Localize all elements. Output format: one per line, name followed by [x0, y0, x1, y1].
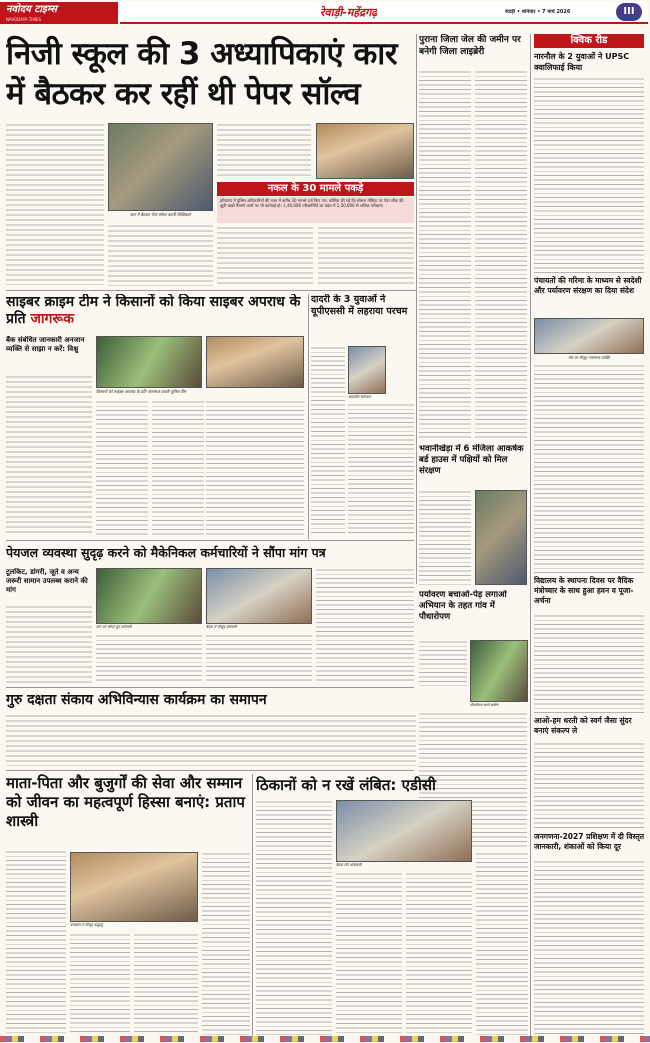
lead-banner — [217, 182, 414, 196]
thikane-photo — [336, 800, 472, 862]
cyber-photo-caption: किसानों को साइबर अपराध के प्रति जागरूक करती पुलिस टीम — [96, 389, 187, 394]
quick-read-label-box — [534, 34, 644, 48]
bhawani-photo — [475, 490, 527, 585]
divider — [252, 774, 253, 1036]
quick-read-item3-head: विद्यालय के स्थापना दिवस पर वैदिक मंत्रोच्चार के साथ हुआ हवन व पूजा-अर्चना — [534, 576, 634, 605]
masthead-section-bar — [120, 2, 648, 24]
thikane-body-col2 — [336, 872, 402, 1035]
thikane-headline: ठिकानों को न रखें लंबित: एडीसी — [256, 776, 436, 794]
divider — [6, 540, 414, 541]
peyjal-photo-right — [206, 568, 312, 624]
peyjal-body-col4 — [316, 568, 414, 684]
divider — [530, 34, 531, 1039]
dadri-body-col2 — [348, 403, 414, 536]
peyjal-body-col2 — [96, 634, 202, 684]
quick-read-item2-photo — [534, 318, 644, 354]
peyjal-headline: पेयजल व्यवस्था सुदृढ़ करने को मैकेनिकल कर्मचारियों ने सौंपा मांग पत्र — [6, 545, 326, 560]
cyber-subhead: बैंक संबंधित जानकारी अनजान व्यक्ति से साझा न करें: विश्नु — [6, 336, 85, 353]
lead-photo-caption: कार में बैठकर पेपर सॉल्व करती शिक्षिकाएं — [129, 212, 192, 217]
quick-read-item5-head: जनगणना-2027 प्रशिक्षण में दी विस्तृत जानकारी, शंकाओं को किया दूर — [534, 832, 644, 851]
lead-body-col2 — [108, 224, 213, 286]
cyber-headline-em: जागरूक — [30, 311, 74, 327]
mata-body-col3 — [134, 933, 198, 1035]
quick-read-item5-body — [534, 860, 644, 1036]
paryavaran-headline: पर्यावरण बचाओ-पेड़ लगाओ अभियान के तहत गांव में पौधारोपण — [419, 590, 507, 622]
quick-read-item4-body — [534, 742, 644, 830]
page-number: III — [623, 6, 635, 17]
quick-read-item1-body — [534, 77, 644, 273]
dadri-photo-caption: अमरदीप सांगवान — [348, 395, 371, 399]
masthead-brand-box — [0, 2, 118, 24]
masthead-dateline: रेवाड़ी • शनिवार • 7 मार्च 2026 — [505, 9, 571, 15]
dadri-headline: दादरी के 3 युवाओं ने यूपीएससी में लहराया परचम — [311, 294, 408, 317]
peyjal-subhead: टूलकिट, डांगरी, जूते व अन्य जरूरी सामान उपलब्ध कराने की मांग — [6, 568, 88, 594]
peyjal-body-col1 — [6, 605, 92, 683]
mata-photo-caption: कार्यक्रम में मौजूद श्रद्धालु — [70, 923, 103, 927]
cyber-body-col4 — [206, 400, 304, 536]
lead-banner-desc: हरियाणा में पुलिस अधिकारियों की नजर में करीब 30 मामले दर्ज किए गए। कोशिश की गई कि सोशल मीडिया पर पेपर लीक की झूठी खबरें फैलाने वालों पर भी कार्रवाई हो। 1,46,606 परीक्षार्थियों का प्रदेश में 1,50,000 से अधिक परीक्षाएं। — [217, 197, 414, 223]
cyber-headline — [6, 294, 306, 330]
jail-body-col1 — [419, 70, 471, 440]
lead-body-col5 — [318, 226, 414, 286]
divider — [416, 34, 417, 584]
paryavaran-photo-caption: पौधारोपण करते ग्रामीण — [470, 703, 499, 707]
lead-photo — [108, 123, 213, 211]
lead-body-col3 — [217, 123, 311, 179]
peyjal-photo-left — [96, 568, 202, 624]
mata-photo — [70, 852, 198, 922]
cyber-body-col3 — [152, 400, 204, 536]
color-register-strip — [0, 1036, 650, 1042]
divider — [6, 770, 414, 771]
guru-body — [6, 714, 416, 766]
divider — [6, 290, 416, 291]
jail-headline: पुराना जिला जेल की जमीन पर बनेगी जिला लाइब्रेरी — [419, 35, 521, 57]
lead-photo-2 — [316, 123, 414, 179]
dadri-photo — [348, 346, 386, 394]
masthead-section: रेवाड़ी-महेंद्रगढ़ — [320, 6, 378, 19]
mata-body-col1 — [6, 850, 66, 1035]
lead-body-col4 — [217, 226, 313, 286]
masthead-brand: नवोदय टाइम्स — [6, 4, 57, 15]
cyber-body-col2 — [96, 400, 148, 536]
thikane-photo-caption: बैठक लेते अधिकारी — [336, 863, 362, 867]
paryavaran-photo — [470, 640, 528, 702]
mata-body-col2 — [70, 933, 130, 1035]
guru-headline: गुरु दक्षता संकाय अभिविन्यास कार्यक्रम का समापन — [6, 692, 267, 708]
quick-read-label: क्विक रीड — [570, 35, 608, 46]
masthead-brand-sub: NAVODAYA TIMES — [6, 17, 42, 22]
cyber-photo — [96, 336, 202, 388]
mata-headline: माता-पिता और बुजुर्गों की सेवा और सम्मान को जीवन का महत्वपूर्ण हिस्सा बनाएं: प्रताप शास्त्री — [6, 774, 245, 830]
quick-read-item4-head: आओ-हम धरती को स्वर्ग जैसा सुंदर बनाएं संकल्प ले — [534, 716, 632, 735]
thikane-body-col4 — [476, 852, 528, 1035]
thikane-body-col1 — [256, 800, 332, 1035]
quick-read-item2-caption: मंच पर मौजूद गणमान्य व्यक्ति — [568, 355, 610, 360]
bhawani-body-col1 — [419, 490, 471, 585]
bhawani-headline: भवानीखेड़ा में 6 मंजिला आकर्षक बर्ड हाउस में पक्षियों को मिल संरक्षण — [419, 444, 524, 476]
quick-read-item2-head: पंचायतों की गरिमा के माध्यम से स्वदेशी और पर्यावरण संरक्षण का दिया संदेश — [534, 276, 642, 295]
lead-body-col1 — [6, 123, 104, 285]
quick-read-item1-head: नारनौल के 2 युवाओं ने UPSC क्वालिफाई किया — [534, 52, 630, 72]
masthead — [0, 0, 650, 30]
divider — [308, 294, 309, 539]
cyber-body-col1 — [6, 375, 92, 535]
peyjal-caption-right: बैठक में मौजूद कर्मचारी — [206, 625, 237, 629]
thikane-body-col3 — [406, 872, 472, 1035]
page-number-badge — [616, 3, 642, 21]
peyjal-body-col3 — [206, 634, 312, 684]
quick-read-item2-body — [534, 364, 644, 574]
lead-banner-title: नकल के 30 मामले पकड़े — [267, 183, 364, 194]
mata-body-col4 — [202, 852, 250, 1035]
dadri-body-col1 — [311, 346, 345, 536]
lead-headline: निजी स्कूल की 3 अध्यापिकाएं कार में बैठकर कर रहीं थी पेपर सॉल्व — [6, 36, 398, 112]
cyber-photo-2 — [206, 336, 304, 388]
jail-body-col2 — [475, 70, 527, 440]
quick-read-item3-body — [534, 614, 644, 714]
cyber-headline-text: साइबर क्राइम टीम ने किसानों को किया साइबर अपराध के प्रति — [6, 294, 301, 327]
paryavaran-body-col1 — [419, 640, 467, 686]
divider — [6, 687, 414, 688]
peyjal-caption-left: मांग पत्र सौंपते हुए कर्मचारी — [96, 625, 132, 629]
